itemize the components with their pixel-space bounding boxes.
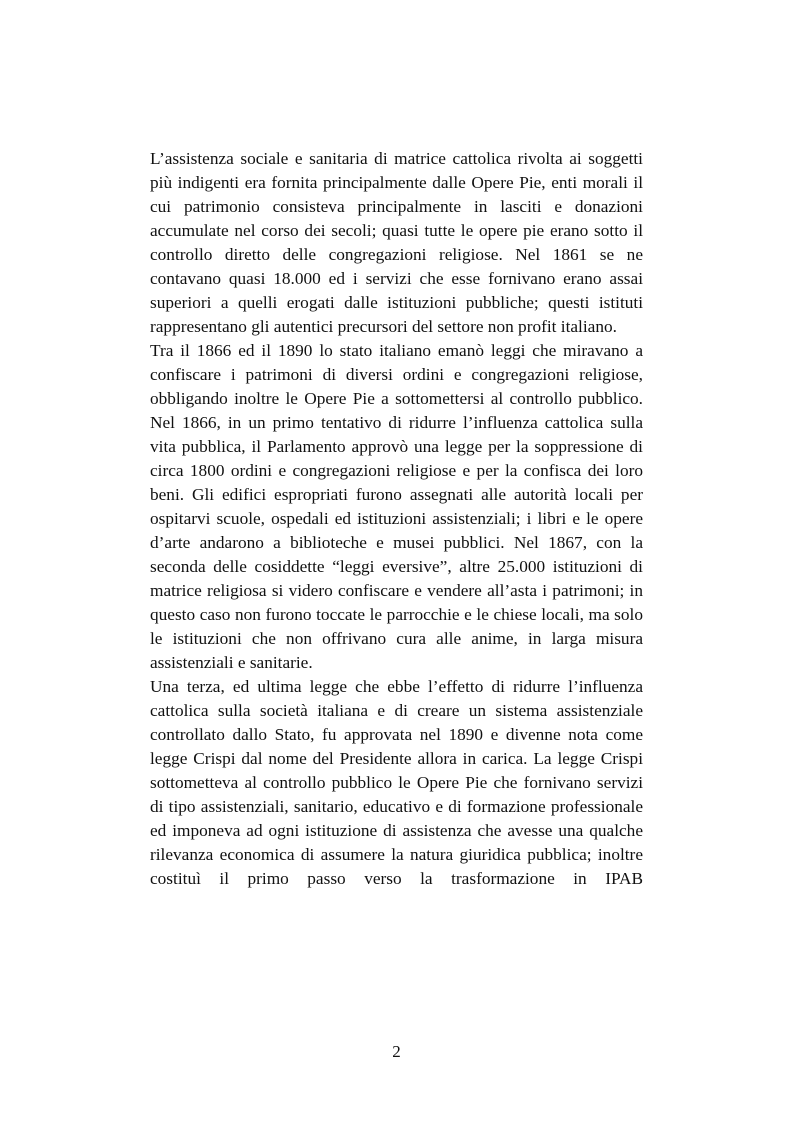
body-text bbox=[150, 147, 643, 891]
paragraph-3: Una terza, ed ultima legge che ebbe l’effetto di ridurre l’influenza cattolica sulla società italiana e di creare un sistema assistenziale controllato dallo Stato, fu approvata nel 1890 e divenne nota come legge Crispi dal nome del Presidente allora in carica. La legge Crispi sottometteva al controllo pubblico le Opere Pie che fornivano servizi di tipo assistenziali, sanitario, educativo e di formazione professionale ed imponeva ad ogni istituzione di assistenza che avesse una qualche rilevanza economica di assumere la natura giuridica pubblica; inoltre costituì il primo passo verso la trasformazione in IPAB bbox=[150, 677, 643, 888]
paragraph-1: L’assistenza sociale e sanitaria di matrice cattolica rivolta ai soggetti più indigenti era fornita principalmente dalle Opere Pie, enti morali il cui patrimonio consisteva principalmente in lasciti e donazioni accumulate nel corso dei secoli; quasi tutte le opere pie erano sotto il controllo diretto delle congregazioni religiose. Nel 1861 se ne contavano quasi 18.000 ed i servizi che esse fornivano erano assai superiori a quelli erogati dalle istituzioni pubbliche; questi istituti rappresentano gli autentici precursori del settore non profit italiano. bbox=[150, 149, 643, 336]
paragraph-2: Tra il 1866 ed il 1890 lo stato italiano emanò leggi che miravano a confiscare i patrimoni di diversi ordini e congregazioni religiose, obbligando inoltre le Opere Pie a sottomettersi al controllo pubblico. Nel 1866, in un primo tentativo di ridurre l’influenza cattolica sulla vita pubblica, il Parlamento approvò una legge per la soppressione di circa 1800 ordini e congregazioni religiose e per la confisca dei loro beni. Gli edifici espropriati furono assegnati alle autorità locali per ospitarvi scuole, ospedali ed istituzioni assistenziali; i libri e le opere d’arte andarono a biblioteche e musei pubblici. Nel 1867, con la seconda delle cosiddette “leggi eversive”, altre 25.000 istituzioni di matrice religiosa si videro confiscare e vendere all’asta i patrimoni; in questo caso non furono toccate le parrocchie e le chiese locali, ma solo le istituzioni che non offrivano cura alle anime, in larga misura assistenziali e sanitarie. bbox=[150, 341, 643, 672]
page-number: 2 bbox=[392, 1042, 401, 1061]
